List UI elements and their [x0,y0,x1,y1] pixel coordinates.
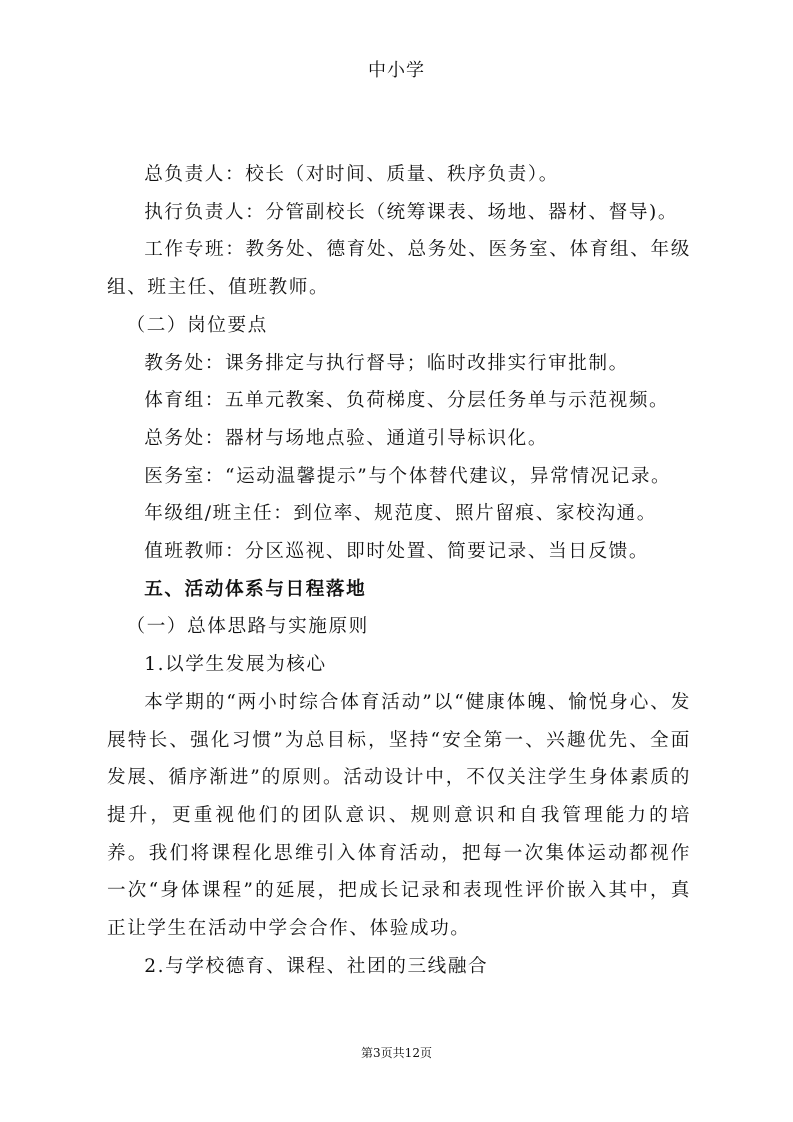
paragraph-work-team: 工作专班：教务处、德育处、总务处、医务室、体育组、年级组、班主任、值班教师。 [107,239,691,299]
paragraph-academic-affairs: 教务处：课务排定与执行督导；临时改排实行审批制。 [144,352,629,374]
paragraph-duty-teacher: 值班教师：分区巡视、即时处置、简要记录、当日反馈。 [144,541,650,563]
page-header [0,56,793,82]
paragraph-chief-responsible: 总负责人：校长（对时间、质量、秩序负责）。 [144,164,559,185]
paragraph-semester-activity: 本学期的“两小时综合体育活动”以“健康体魄、愉悦身心、发展特长、强化习惯”为总目标，坚持“安全第一、兴趣优先、全面发展、循序渐进”的原则。活动设计中，不仅关注学生身体素质的提升，更重视他们的团队意识、规则意识和自我管理能力的培养。我们将课程化思维引入体育活动，把每一次集体运动都视作一次“身体课程”的延展，把成长记录和表现性评价嵌入其中，真正让学生在活动中学会合作、体验成功。 [107,691,691,940]
section-heading-activity-system: 五、活动体系与日程落地 [144,578,367,600]
subheading-overall-approach: （一）总体思路与实施原则 [126,616,369,638]
paragraph-general-affairs: 总务处：器材与场地点验、通道引导标识化。 [144,427,549,449]
paragraph-pe-group: 体育组：五单元教案、负荷梯度、分层任务单与示范视频。 [144,390,670,412]
page-footer [0,1044,793,1061]
item-heading-three-line-integration: 2.与学校德育、课程、社团的三线融合 [144,955,489,977]
item-heading-student-development: 1.以学生发展为核心 [144,654,327,676]
paragraph-grade-group: 年级组/班主任：到位率、规范度、照片留痕、家校沟通。 [144,503,657,525]
page-number: 第3页共12页 [361,1046,432,1060]
document-body [107,156,691,985]
subheading-post-points: （二）岗位要点 [126,314,268,336]
paragraph-medical-room: 医务室：“运动温馨提示”与个体替代建议，异常情况记录。 [144,465,672,487]
header-title: 中小学 [368,60,425,81]
paragraph-executive-responsible: 执行负责人：分管副校长（统筹课表、场地、器材、督导)。 [144,201,679,223]
